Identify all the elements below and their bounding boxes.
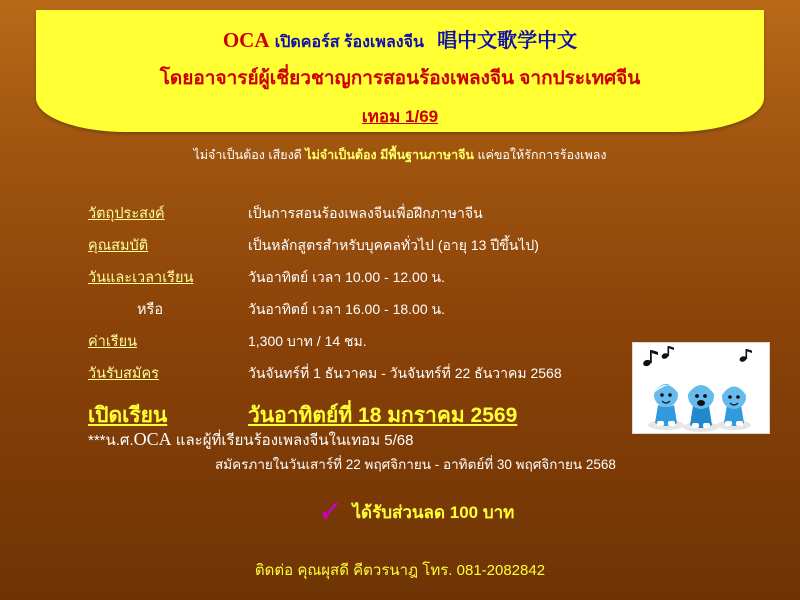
banner-title-oca: OCA (222, 28, 270, 52)
detail-label-qualification: คุณสมบัติ (88, 238, 149, 254)
contact-line: ติดต่อ คุณผุสดี คีตวรนาฎ โทร. 081-2082842 (254, 562, 546, 579)
early-registration-note: สมัครภายในวันเสาร์ที่ 22 พฤศจิกายน - อาทิตย์ที่ 30 พฤศจิกายน 2568 (215, 457, 616, 472)
detail-value-schedule-alt: วันอาทิตย์ เวลา 16.00 - 18.00 น. (248, 301, 445, 317)
detail-value-fee: 1,300 บาท / 14 ชม. (248, 333, 367, 349)
intro-note-emphasis: ไม่จำเป็นต้อง มีพื้นฐานภาษาจีน (305, 148, 474, 162)
detail-label-objective: วัตถุประสงค์ (88, 206, 165, 222)
banner-term: เทอม 1/69 (361, 106, 439, 126)
intro-note-part1: ไม่จำเป็นต้อง เสียงดี (193, 148, 306, 162)
banner-subtitle: โดยอาจารย์ผู้เชี่ยวชาญการสอนร้องเพลงจีน จากประเทศจีน (159, 67, 641, 89)
detail-label-registration-period: วันรับสมัคร (88, 366, 159, 382)
detail-value-objective: เป็นการสอนร้องเพลงจีนเพื่อฝึกภาษาจีน (248, 205, 483, 221)
discount-line (316, 490, 515, 534)
detail-value-qualification: เป็นหลักสูตรสำหรับบุคคลทั่วไป (อายุ 13 ปีขึ้นไป) (248, 237, 539, 253)
detail-label-fee: ค่าเรียน (88, 334, 137, 350)
student-note-suffix: และผู้ที่เรียนร้องเพลงจีนในเทอม 5/68 (171, 432, 414, 449)
header-banner (36, 10, 764, 132)
intro-note (0, 145, 800, 165)
student-note-prefix: ***น.ศ. (88, 432, 134, 449)
open-date-label: เปิดเรียน (88, 404, 168, 427)
discount-text: ได้รับส่วนลด 100 บาท (352, 502, 515, 522)
detail-row (88, 234, 728, 257)
detail-value-registration-period: วันจันทร์ที่ 1 ธันวาคม - วันจันทร์ที่ 22 ธันวาคม 2568 (248, 365, 562, 381)
detail-row (88, 202, 728, 225)
banner-title-thai: เปิดคอร์ส ร้องเพลงจีน (274, 34, 424, 51)
smurfs-singing-illustration (632, 342, 770, 434)
detail-label-or: หรือ (136, 302, 164, 318)
check-mark-icon: ✓ (316, 490, 344, 534)
intro-note-part2: แค่ขอให้รักการร้องเพลง (473, 148, 607, 162)
detail-value-schedule: วันอาทิตย์ เวลา 10.00 - 12.00 น. (248, 269, 445, 285)
student-note (88, 428, 413, 452)
detail-row (88, 298, 728, 321)
detail-row (88, 266, 728, 289)
detail-label-schedule: วันและเวลาเรียน (88, 270, 194, 286)
open-date-value: วันอาทิตย์ที่ 18 มกราคม 2569 (248, 404, 518, 427)
banner-title-line (36, 28, 764, 54)
student-note-oca: OCA (133, 429, 172, 449)
banner-title-chinese: 唱中文歌学中文 (437, 30, 578, 52)
